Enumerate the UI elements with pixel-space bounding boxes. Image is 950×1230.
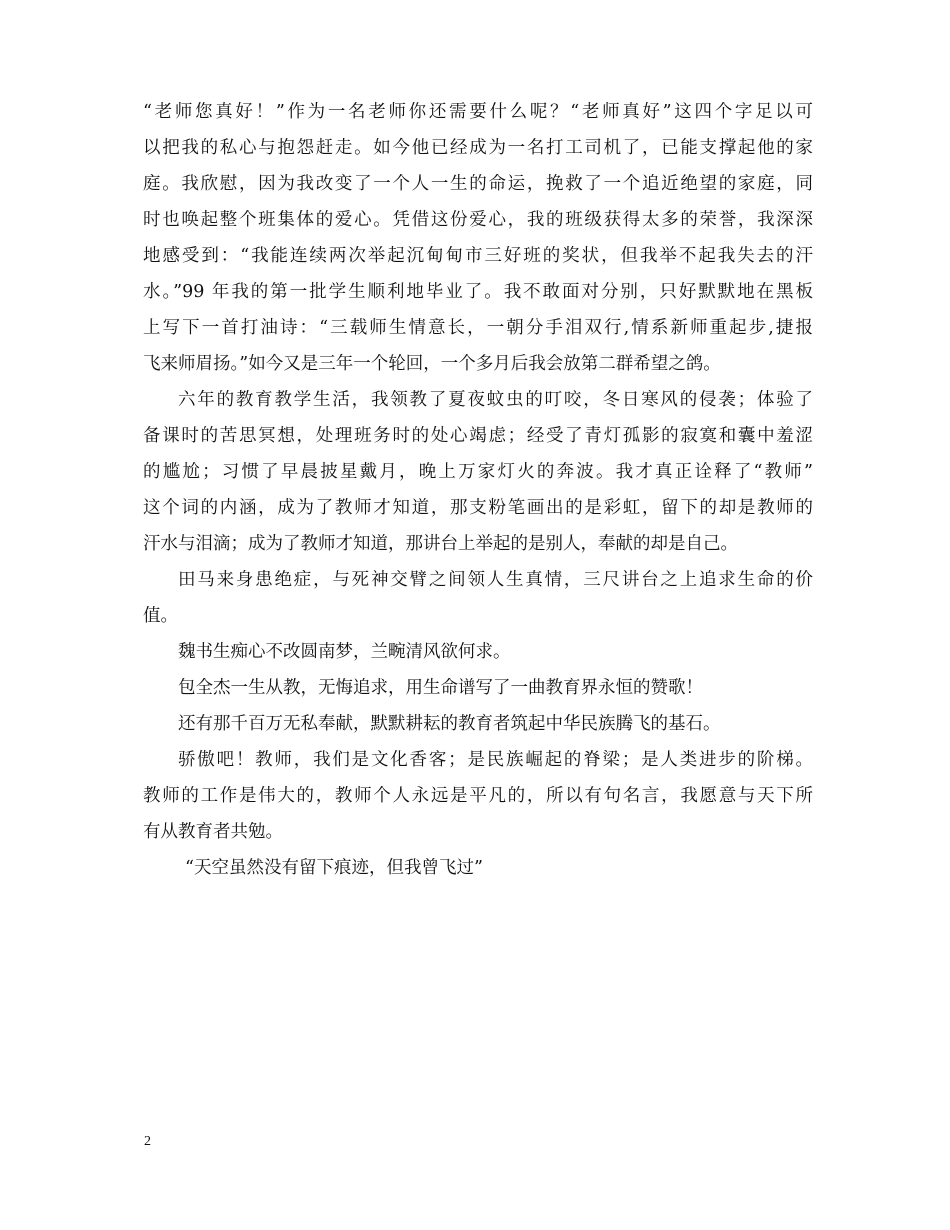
text-line: 庭。我欣慰，因为我改变了一个人一生的命运，挽救了一个追近绝望的家庭，同 <box>143 174 813 194</box>
text-line: 备课时的苦思冥想，处理班务时的处心竭虑；经受了青灯孤影的寂寞和囊中羞涩 <box>143 426 813 446</box>
text-line: 时也唤起整个班集体的爱心。凭借这份爱心，我的班级获得太多的荣誉，我深深 <box>143 210 813 230</box>
text-line: 教师的工作是伟大的，教师个人永远是平凡的，所以有句名言，我愿意与天下所 <box>143 786 813 806</box>
page-number: 2 <box>144 1134 151 1149</box>
text-line: 以把我的私心与抱怨赶走。如今他已经成为一名打工司机了，已能支撑起他的家 <box>143 138 813 158</box>
text-line: 上写下一首打油诗：“三载师生情意长，一朝分手泪双行,情系新师重起步,捷报 <box>143 318 813 338</box>
text-line: 飞来师眉扬。”如今又是三年一个轮回，一个多月后我会放第二群希望之鸽。 <box>143 354 721 374</box>
text-line: 水。”99 年我的第一批学生顺利地毕业了。我不敢面对分别，只好默默地在黑板 <box>143 282 813 302</box>
text-line: 有从教育者共勉。 <box>143 822 283 842</box>
text-line: 田马来身患绝症，与死神交臂之间领人生真情，三尺讲台之上追求生命的价 <box>178 570 813 590</box>
text-line: “老师您真好！”作为一名老师你还需要什么呢？“老师真好”这四个字足以可 <box>143 102 813 122</box>
text-line: 魏书生痴心不改圆南梦，兰畹清风欲何求。 <box>178 642 511 662</box>
body-text <box>143 94 813 886</box>
text-line: 的尴尬；习惯了早晨披星戴月，晚上万家灯火的奔波。我才真正诠释了“教师” <box>143 462 813 482</box>
text-line: 汗水与泪滴；成为了教师才知道，那讲台上举起的是别人，奉献的却是自己。 <box>143 534 738 554</box>
text-line: 六年的教育教学生活，我领教了夏夜蚊虫的叮咬，冬日寒风的侵袭；体验了 <box>178 390 813 410</box>
text-line: 还有那千百万无私奉献，默默耕耘的教育者筑起中华民族腾飞的基石。 <box>178 714 721 734</box>
text-line: 这个词的内涵，成为了教师才知道，那支粉笔画出的是彩虹，留下的却是教师的 <box>143 498 813 518</box>
text-line: “天空虽然没有留下痕迹，但我曾飞过” <box>185 858 483 878</box>
text-line: 值。 <box>143 606 178 626</box>
text-line: 地感受到：“我能连续两次举起沉甸甸市三好班的奖状，但我举不起我失去的汗 <box>143 246 813 266</box>
text-line: 包全杰一生从教，无悔追求，用生命谱写了一曲教育界永恒的赞歌！ <box>178 678 703 698</box>
text-line: 骄傲吧！教师，我们是文化香客；是民族崛起的脊梁；是人类进步的阶梯。 <box>178 750 813 770</box>
